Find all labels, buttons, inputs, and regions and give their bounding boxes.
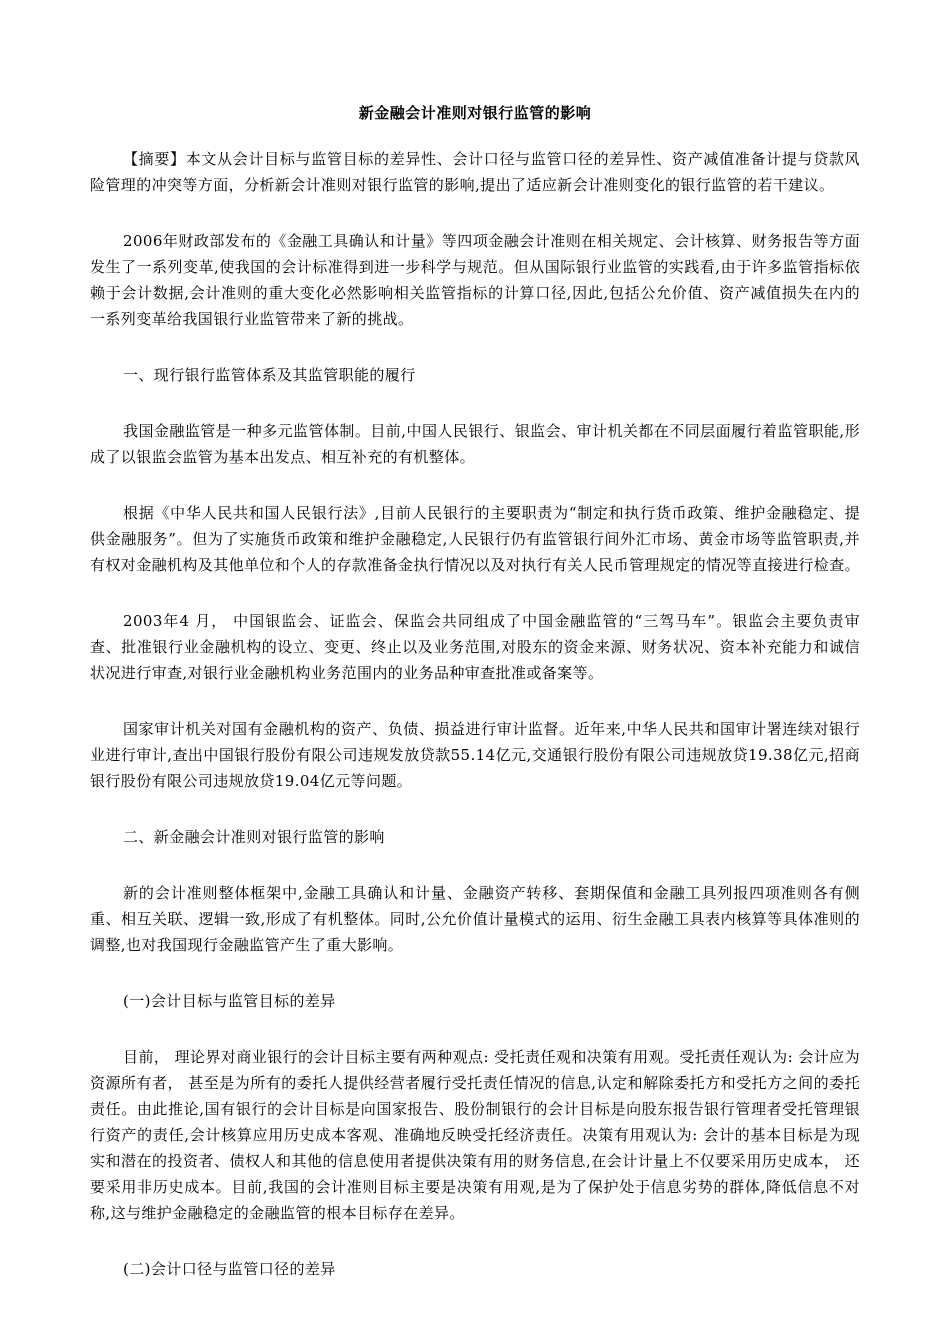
subsection-2-1-paragraph: 目前， 理论界对商业银行的会计目标主要有两种观点: 受托责任观和决策有用观。受托责任观认为: 会计应为资源所有者， 甚至是为所有的委托人提供经营者履行受托责任情况的信息,认定和解除委托方和受托方之间的委托责任。由此推论,国有银行的会计目标是向国家报告、股份制银行的会计目标是向股东报告银行管理者受托管理银行资产的责任,会计核算应用历史成本客观、准确地反映受托经济责任。决策有用观认为: 会计的基本目标是为现实和潜在的投资者、债权人和其他的信息使用者提供决策有用的财务信息,在会计计量上不仅要采用历史成本， 还要采用非历史成本。目前,我国的会计准则目标主要是决策有用观,是为了保护处于信息劣势的群体,降低信息不对称,这与维护金融稳定的金融监管的根本目标存在差异。 bbox=[90, 1048, 860, 1222]
section-1-paragraph-d: 国家审计机关对国有金融机构的资产、负债、损益进行审计监督。近年来,中华人民共和国审计署连续对银行业进行审计,查出中国银行股份有限公司违规发放贷款55.14亿元,交通银行股份有限公司违规放贷19.38亿元,招商银行股份有限公司违规放贷19.04亿元等问题。 bbox=[90, 720, 860, 790]
intro-paragraph: 2006年财政部发布的《金融工具确认和计量》等四项金融会计准则在相关规定、会计核算、财务报告等方面发生了一系列变革,使我国的会计标准得到进一步科学与规范。但从国际银行业监管的实践看,由于许多监管指标依赖于会计数据,会计准则的重大变化必然影响相关监管指标的计算口径,因此,包括公允价值、资产减值损失在内的一系列变革给我国银行业监管带来了新的挑战。 bbox=[90, 232, 860, 328]
section-heading-1: 一、现行银行监管体系及其监管职能的履行 bbox=[123, 366, 416, 384]
section-heading-2: 二、新金融会计准则对银行监管的影响 bbox=[123, 828, 385, 846]
section-1-paragraph-c: 2003年4 月， 中国银监会、证监会、保监会共同组成了中国金融监管的“三驾马车”。银监会主要负责审查、批准银行业金融机构的设立、变更、终止以及业务范围,对股东的资金来源、财务状况、资本补充能力和诚信状况进行审查,对银行业金融机构业务范围内的业务品种审查批准或备案等。 bbox=[90, 612, 860, 682]
document-page bbox=[90, 100, 860, 1312]
subsection-heading-2-2: (二)会计口径与监管口径的差异 bbox=[123, 1260, 336, 1278]
document-title: 新金融会计准则对银行监管的影响 bbox=[358, 104, 592, 122]
section-1-paragraph-b: 根据《中华人民共和国人民银行法》,目前人民银行的主要职责为“制定和执行货币政策、维护金融稳定、提供金融服务”。但为了实施货币政策和维护金融稳定,人民银行仍有监管银行间外汇市场、黄金市场等监管职责,并有权对金融机构及其他单位和个人的存款准备金执行情况以及对执行有关人民币管理规定的情况等直接进行检查。 bbox=[90, 504, 861, 574]
subsection-heading-2-1: (一)会计目标与监管目标的差异 bbox=[123, 992, 336, 1010]
section-2-paragraph-a: 新的会计准则整体框架中,金融工具确认和计量、金融资产转移、套期保值和金融工具列报四项准则各有侧重、相互关联、逻辑一致,形成了有机整体。同时,公允价值计量模式的运用、衍生金融工具表内核算等具体准则的调整,也对我国现行金融监管产生了重大影响。 bbox=[90, 884, 860, 954]
abstract-paragraph: 【摘要】本文从会计目标与监管目标的差异性、会计口径与监管口径的差异性、资产减值准备计提与贷款风险管理的冲突等方面，分析新会计准则对银行监管的影响,提出了适应新会计准则变化的银行监管的若干建议。 bbox=[90, 150, 860, 194]
section-1-paragraph-a: 我国金融监管是一种多元监管体制。目前,中国人民银行、银监会、审计机关都在不同层面履行着监管职能,形成了以银监会监管为基本出发点、相互补充的有机整体。 bbox=[90, 422, 860, 466]
